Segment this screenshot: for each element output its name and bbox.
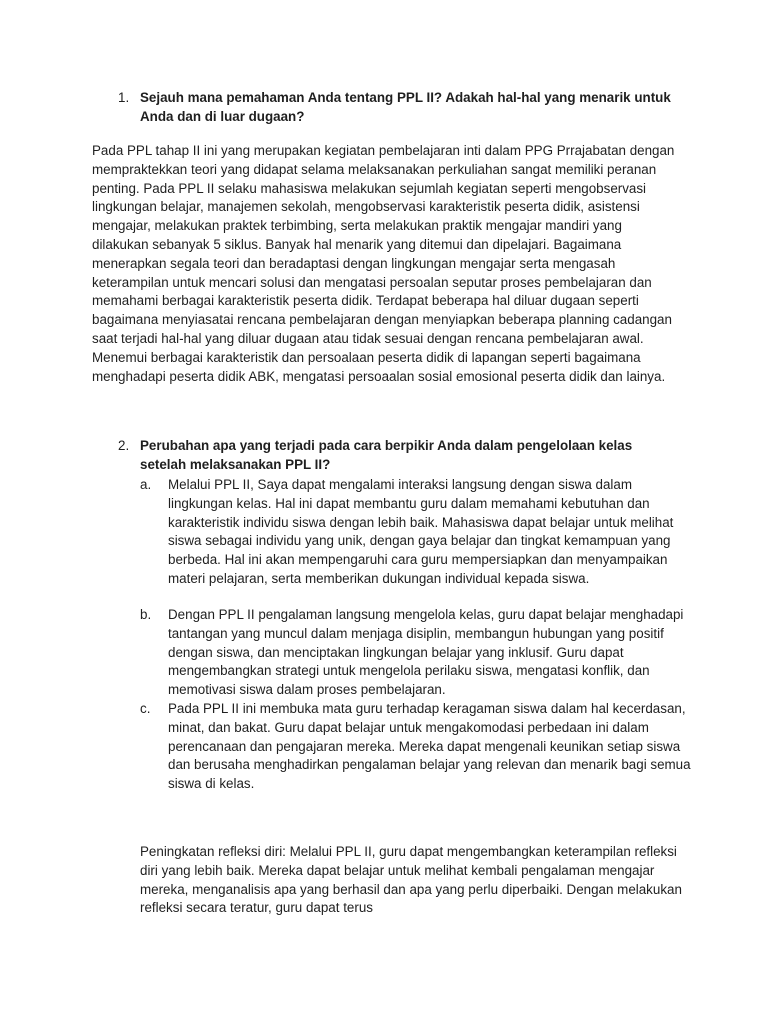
list-item-text: Pada PPL II ini membuka mata guru terhadap keragaman siswa dalam hal kecerdasan, minat, dan bakat. Guru dapat belajar untuk mengakomodasi perbedaan ini dalam perencanaan dan pengajaran mereka. Mereka dapat mengenali keunikan setiap siswa dan berusaha menghadirkan pengalaman belajar yang relevan dan menarik bagi semua siswa di kelas.: [168, 701, 691, 792]
question-1-number: 1.: [118, 90, 130, 105]
answer-1-paragraph: Pada PPL tahap II ini yang merupakan kegiatan pembelajaran inti dalam PPG Prrajabatan dengan mempraktekkan teori yang didapat selama melaksanakan perkuliahan sangat memiliki peranan penting. Pada PPL II selaku mahasiswa melakukan sejumlah kegiatan seperti mengobservasi lingkungan belajar, manajemen sekolah, mengobservasi karakteristik peserta didik, asistensi mengajar, melakukan praktek terbimbing, serta melakukan praktik mengajar mandiri yang dilakukan sebanyak 5 siklus. Banyak hal menarik yang ditemui dan dipelajari. Bagaimana menerapkan segala teori dan beradaptasi dengan lingkungan mengajar serta mengasah keterampilan untuk mencari solusi dan mengatasi persoalan seputar proses pembelajaran dan memahami berbagai karakteristik peserta didik. Terdapat beberapa hal diluar dugaan seperti bagaimana menyiasatai rencana pembelajaran dengan menyiapkan beberapa planning cadangan saat terjadi hal-hal yang diluar dugaan atau tidak sesuai dengan rencana pembelajaran awal. Menemui berbagai karakteristik dan persoalaan peserta didik di lapangan seperti bagaimana menghadapi peserta didik ABK, mengatasi persoaalan sosial emosional peserta didik dan lainya.: [92, 143, 675, 384]
question-1-text: Sejauh mana pemahaman Anda tentang PPL II? Adakah hal-hal yang menarik untuk Anda dan di luar dugaan?: [140, 90, 671, 124]
list-item-text: Melalui PPL II, Saya dapat mengalami interaksi langsung dengan siswa dalam lingkungan kelas. Hal ini dapat membantu guru dalam memahami kebutuhan dan karakteristik individu siswa dengan lebih baik. Mahasiswa dapat belajar untuk melihat siswa sebagai individu yang unik, dengan gaya belajar dan tingkat kemampuan yang berbeda. Hal ini akan mempengaruhi cara guru mempersiapkan dan menyampaikan materi pelajaran, serta memberikan dukungan individual kepada siswa.: [168, 477, 674, 586]
question-2-number: 2.: [118, 438, 130, 453]
list-item-letter: a.: [140, 477, 152, 492]
list-item-text: Dengan PPL II pengalaman langsung mengelola kelas, guru dapat belajar menghadapi tantangan yang muncul dalam menjaga disiplin, membangun hubungan yang positif dengan siswa, dan menciptakan lingkungan belajar yang inklusif. Guru dapat mengembangkan strategi untuk mengelola perilaku siswa, mengatasi konflik, dan memotivasi siswa dalam proses pembelajaran.: [168, 607, 684, 698]
question-2-text: Perubahan apa yang terjadi pada cara berpikir Anda dalam pengelolaan kelas setelah melaksanakan PPL II?: [140, 438, 633, 472]
reflection-paragraph: Peningkatan refleksi diri: Melalui PPL II, guru dapat mengembangkan keterampilan refleksi diri yang lebih baik. Mereka dapat belajar untuk melihat kembali pengalaman mengajar mereka, menganalisis apa yang berhasil dan apa yang perlu diperbaiki. Dengan melakukan refleksi secara teratur, guru dapat terus: [140, 844, 682, 916]
list-item-letter: c.: [140, 701, 151, 716]
list-item-letter: b.: [140, 607, 152, 622]
